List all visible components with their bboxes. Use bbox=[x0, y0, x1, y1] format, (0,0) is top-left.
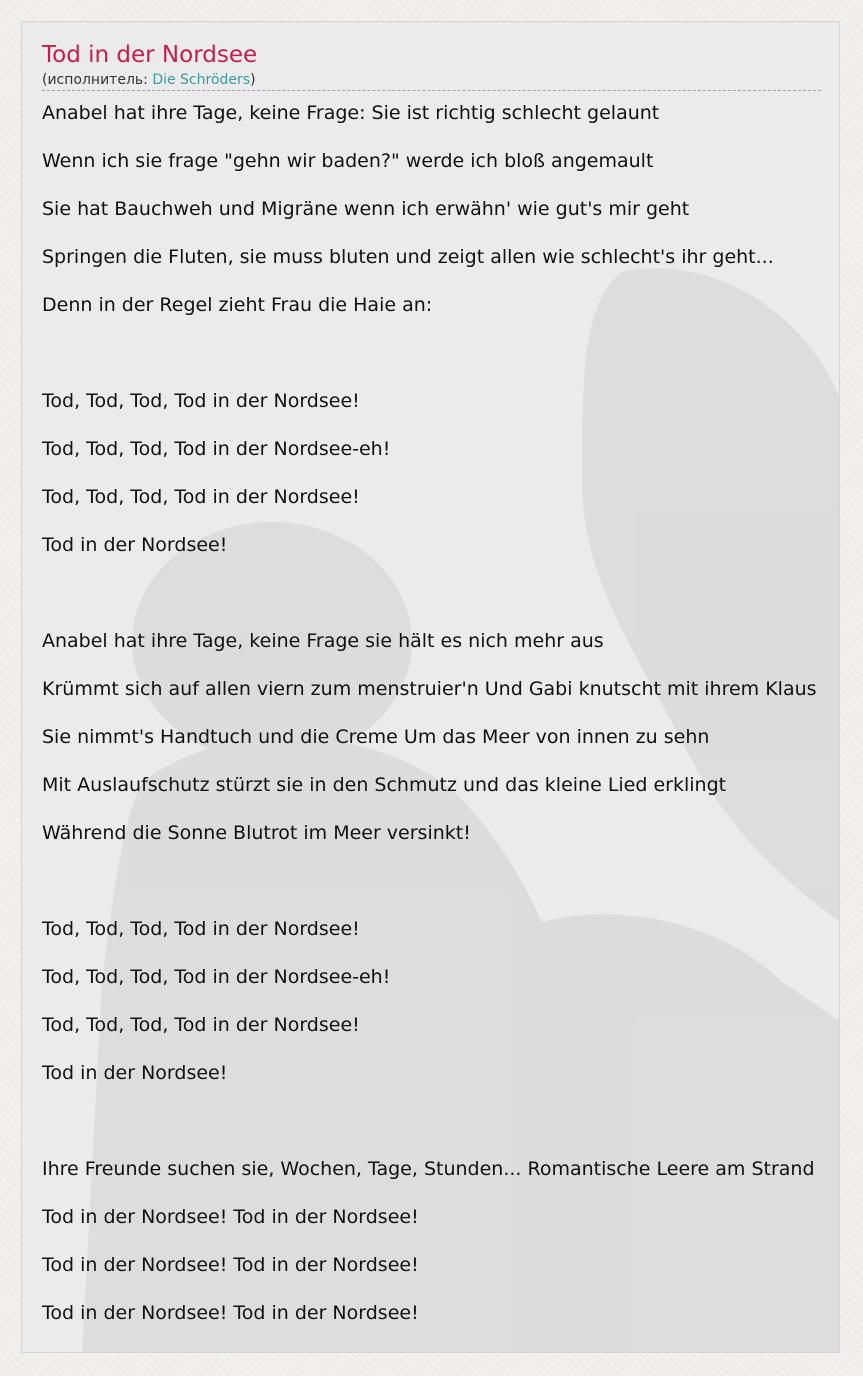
lyric-line: Springen die Fluten, sie muss bluten und zeigt allen wie schlecht's ihr geht... bbox=[42, 246, 774, 268]
lyric-line: Sie hat Bauchweh und Migräne wenn ich erwähn' wie gut's mir geht bbox=[42, 198, 690, 220]
lyric-line: Während die Sonne Blutrot im Meer versinkt! bbox=[42, 822, 471, 844]
title-divider bbox=[42, 90, 821, 91]
lyric-line: Tod, Tod, Tod, Tod in der Nordsee! bbox=[42, 486, 360, 508]
artist-link[interactable]: Die Schröders bbox=[152, 72, 251, 88]
lyric-line: Mit Auslaufschutz stürzt sie in den Schmutz und das kleine Lied erklingt bbox=[42, 774, 727, 796]
lyric-line: Tod, Tod, Tod, Tod in der Nordsee! bbox=[42, 918, 360, 940]
lyric-line bbox=[42, 1106, 840, 1154]
lyric-line: Ihre Freunde suchen sie, Wochen, Tage, Stunden... Romantische Leere am Strand bbox=[42, 1158, 815, 1180]
lyric-line: Sie nimmt's Handtuch und die Creme Um das Meer von innen zu sehn bbox=[42, 726, 710, 748]
lyric-line: Tod, Tod, Tod, Tod in der Nordsee! bbox=[42, 390, 360, 412]
lyric-line: Tod, Tod, Tod, Tod in der Nordsee-eh! bbox=[42, 966, 391, 988]
artist-prefix: (исполнитель: bbox=[42, 72, 153, 88]
lyric-line bbox=[42, 866, 840, 914]
lyric-line: Tod, Tod, Tod, Tod in der Nordsee-eh! bbox=[42, 438, 391, 460]
lyric-line: Tod in der Nordsee! bbox=[42, 1062, 228, 1084]
lyrics-text bbox=[42, 98, 840, 1346]
song-title: Tod in der Nordsee bbox=[42, 42, 258, 68]
lyric-line: Tod in der Nordsee! Tod in der Nordsee! bbox=[42, 1302, 419, 1324]
artist-suffix: ) bbox=[250, 72, 256, 88]
lyric-line: Denn in der Regel zieht Frau die Haie an: bbox=[42, 294, 433, 316]
lyric-line: Anabel hat ihre Tage, keine Frage sie hält es nich mehr aus bbox=[42, 630, 604, 652]
lyric-line: Wenn ich sie frage "gehn wir baden?" werde ich bloß angemault bbox=[42, 150, 654, 172]
lyrics-card bbox=[21, 21, 840, 1353]
lyric-line: Krümmt sich auf allen viern zum menstruier'n Und Gabi knutscht mit ihrem Klaus bbox=[42, 678, 817, 700]
lyric-line: Tod in der Nordsee! Tod in der Nordsee! bbox=[42, 1206, 419, 1228]
lyric-line: Tod, Tod, Tod, Tod in der Nordsee! bbox=[42, 1014, 360, 1036]
lyric-line bbox=[42, 338, 840, 386]
lyric-line: Tod in der Nordsee! Tod in der Nordsee! bbox=[42, 1254, 419, 1276]
lyric-line bbox=[42, 578, 840, 626]
lyric-line: Tod in der Nordsee! bbox=[42, 534, 228, 556]
lyric-line: Anabel hat ihre Tage, keine Frage: Sie ist richtig schlecht gelaunt bbox=[42, 102, 660, 124]
artist-line bbox=[42, 71, 256, 89]
